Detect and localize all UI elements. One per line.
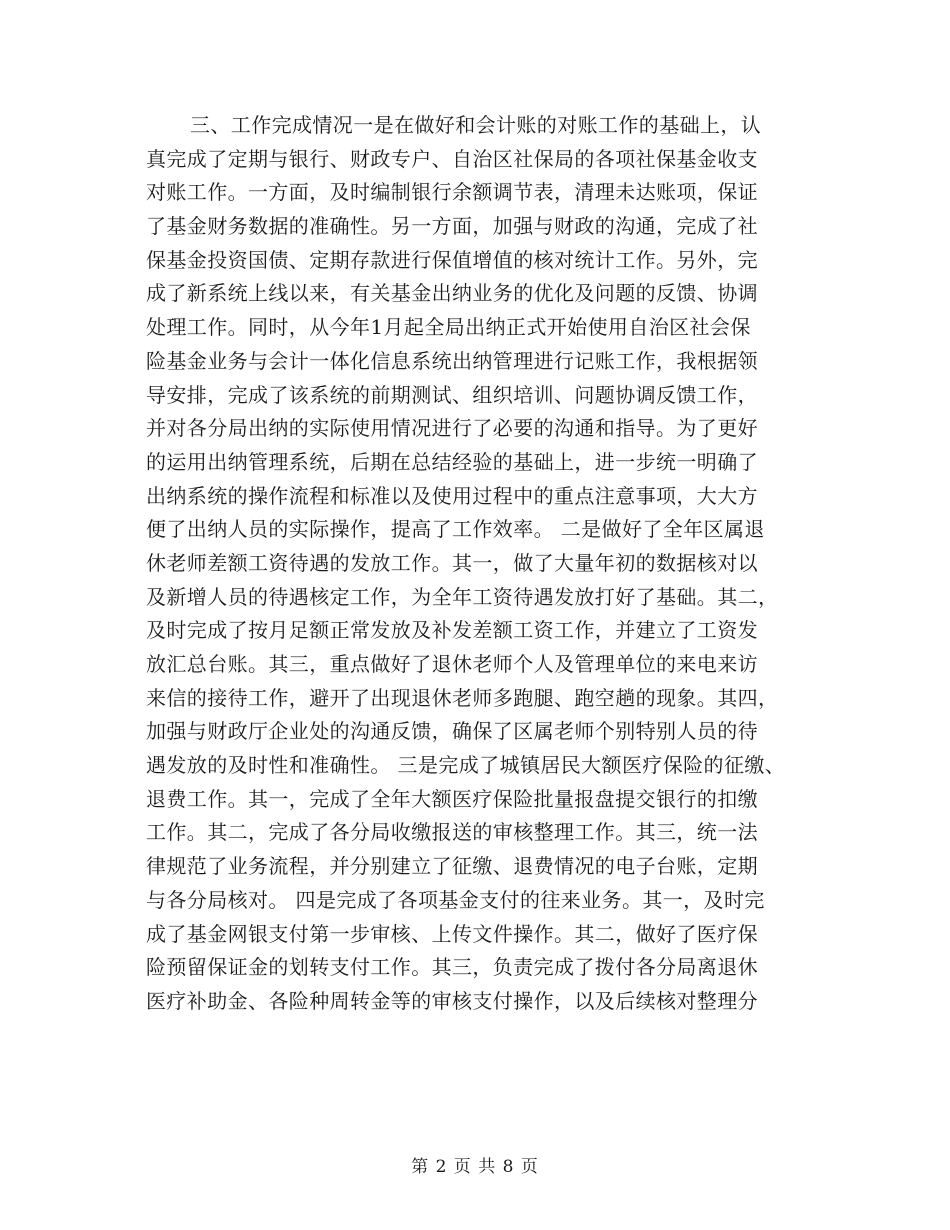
page-footer: 第 2 页 共 8 页 [411, 1157, 539, 1177]
text-line: 出纳系统的操作流程和标准以及使用过程中的重点注意事项，大大方 [146, 483, 758, 508]
text-line: 的运用出纳管理系统，后期在总结经验的基础上，进一步统一明确了 [146, 449, 758, 474]
text-line: 了基金财务数据的准确性。另一方面，加强与财政的沟通，完成了社 [146, 214, 758, 239]
text-line: 险预留保证金的划转支付工作。其三，负责完成了拨付各分局离退休 [146, 955, 758, 980]
text-line: 律规范了业务流程，并分别建立了征缴、退费情况的电子台账，定期 [146, 854, 758, 879]
text-line: 对账工作。一方面，及时编制银行余额调节表，清理未达账项，保证 [146, 180, 758, 205]
text-line: 及时完成了按月足额正常发放及补发差额工资工作，并建立了工资发 [146, 618, 758, 643]
text-line: 工作。其二，完成了各分局收缴报送的审核整理工作。其三，统一法 [146, 820, 758, 845]
text-line: 加强与财政厅企业处的沟通反馈，确保了区属老师个别特别人员的待 [146, 719, 758, 744]
text-line: 成了基金网银支付第一步审核、上传文件操作。其二，做好了医疗保 [146, 921, 758, 946]
body-text [146, 109, 806, 1019]
text-line: 休老师差额工资待遇的发放工作。其一，做了大量年初的数据核对以 [146, 550, 758, 575]
text-line: 导安排，完成了该系统的前期测试、组织培训、问题协调反馈工作， [146, 382, 758, 407]
text-line: 险基金业务与会计一体化信息系统出纳管理进行记账工作，我根据领 [146, 348, 758, 373]
text-line: 便了出纳人员的实际操作，提高了工作效率。 二是做好了全年区属退 [146, 517, 765, 542]
text-line: 及新增人员的待遇核定工作，为全年工资待遇发放打好了基础。其二， [146, 584, 779, 609]
text-line: 放汇总台账。其三，重点做好了退休老师个人及管理单位的来电来访 [146, 652, 758, 676]
text-line: 三、工作完成情况一是在做好和会计账的对账工作的基础上，认 [190, 113, 762, 137]
text-line: 退费工作。其一，完成了全年大额医疗保险批量报盘提交银行的扣缴 [146, 786, 758, 811]
text-line: 并对各分局出纳的实际使用情况进行了必要的沟通和指导。为了更好 [146, 416, 758, 441]
text-line: 保基金投资国债、定期存款进行保值增值的核对统计工作。另外，完 [146, 247, 758, 272]
text-line: 医疗补助金、各险种周转金等的审核支付操作，以及后续核对整理分 [146, 988, 758, 1013]
text-line: 成了新系统上线以来，有关基金出纳业务的优化及问题的反馈、协调 [146, 281, 758, 306]
text-line: 真完成了定期与银行、财政专户、自治区社保局的各项社保基金收支 [146, 146, 758, 171]
text-line: 遇发放的及时性和准确性。 三是完成了城镇居民大额医疗保险的征缴、 [146, 753, 786, 778]
text-line: 处理工作。同时，从今年1月起全局出纳正式开始使用自治区社会保 [146, 315, 751, 340]
text-line: 来信的接待工作，避开了出现退休老师多跑腿、跑空趟的现象。其四， [146, 685, 779, 710]
text-line: 与各分局核对。 四是完成了各项基金支付的往来业务。其一，及时完 [146, 887, 765, 912]
